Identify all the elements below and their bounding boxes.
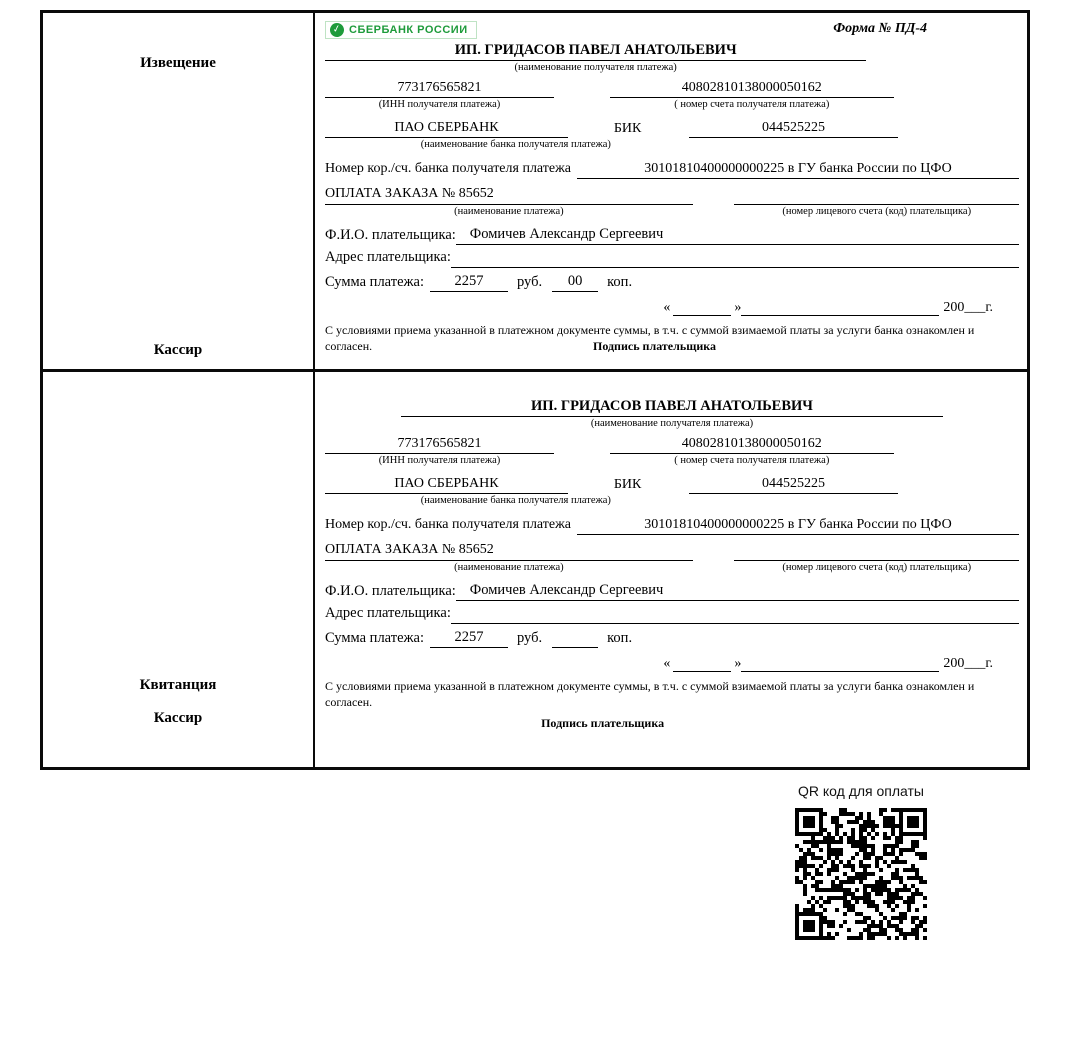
- payment-captions: [325, 205, 1019, 219]
- inn-account-captions: [325, 98, 1019, 112]
- date-row: [325, 300, 993, 316]
- payer-value: Фомичев Александр Сергеевич: [456, 581, 1019, 602]
- payer-name-row: [325, 225, 1019, 246]
- sberbank-check-icon: ✓: [329, 22, 346, 39]
- date-month-blank: [741, 300, 939, 316]
- address-label: Адрес плательщика:: [325, 249, 451, 266]
- receipt-label: Квитанция: [139, 677, 217, 693]
- inn-value: 773176565821: [325, 435, 554, 454]
- rub-label: руб.: [517, 629, 543, 646]
- inn-account-row: [325, 79, 1019, 98]
- bik-label: БИК: [613, 120, 642, 136]
- payer-address-row: [325, 248, 1019, 268]
- payment-caption: (наименование платежа): [454, 562, 564, 574]
- receipt-form: [315, 372, 1027, 767]
- qr-caption: QR код для оплаты: [797, 783, 924, 799]
- year-label: 200___г.: [943, 300, 993, 316]
- payer-label: Ф.И.О. плательщика:: [325, 582, 456, 599]
- address-value-blank: [451, 249, 1019, 268]
- year-label: 200___г.: [943, 656, 993, 672]
- inn-value: 773176565821: [325, 79, 554, 98]
- personal-account-caption: (номер лицевого счета (код) плательщика): [782, 206, 972, 218]
- account-caption: ( номер счета получателя платежа): [674, 99, 830, 111]
- qr-section: [786, 783, 936, 940]
- agreement-block: [325, 679, 1019, 710]
- bik-label: БИК: [613, 476, 642, 492]
- notice-header-row: [325, 21, 1019, 41]
- agreement-text: С условиями приема указанной в платежном документе суммы, в т.ч. с суммой взимаемой платы за услуги банка ознакомлен и согласен.: [325, 679, 975, 709]
- receipt-stub: [43, 372, 315, 767]
- payment-purpose-row: [325, 540, 1019, 561]
- amount-kop-value: 00: [552, 272, 598, 293]
- cashier-label: Кассир: [153, 710, 203, 726]
- spacer: [554, 98, 610, 112]
- payer-name-row: [325, 581, 1019, 602]
- quote-open: «: [663, 656, 671, 672]
- corr-label: Номер кор./сч. банка получателя платежа: [325, 161, 571, 177]
- inn-account-captions: [325, 454, 1019, 468]
- corr-value: 30101810400000000225 в ГУ банка России по ЦФО: [577, 516, 1019, 535]
- account-caption: ( номер счета получателя платежа): [674, 455, 830, 467]
- date-row: [325, 656, 993, 672]
- recipient-caption: (наименование получателя платежа): [514, 62, 677, 73]
- recipient-name: ИП. ГРИДАСОВ ПАВЕЛ АНАТОЛЬЕВИЧ: [325, 42, 866, 61]
- address-label: Адрес плательщика:: [325, 605, 451, 622]
- address-value-blank: [451, 605, 1019, 624]
- notice-stub: [43, 13, 315, 369]
- payer-address-row: [325, 604, 1019, 624]
- spacer: [554, 435, 610, 454]
- agreement-text: С условиями приема указанной в платежном документе суммы, в т.ч. с суммой взимаемой платы за услуги банка ознакомлен и согласен.: [325, 323, 975, 353]
- spacer: [554, 454, 610, 468]
- personal-account-blank: [734, 541, 1019, 561]
- bank-name: ПАО СБЕРБАНК: [325, 475, 568, 494]
- sberbank-logo: [325, 21, 477, 39]
- personal-account-blank: [734, 185, 1019, 205]
- spacer: [693, 561, 735, 575]
- amount-kop-blank: [552, 630, 598, 648]
- sberbank-logo-text: СБЕРБАНК РОССИИ: [349, 24, 468, 36]
- kop-label: коп.: [607, 273, 633, 290]
- amount-rub-value: 2257: [430, 272, 508, 293]
- account-value: 40802810138000050162: [610, 79, 895, 98]
- bank-row: [325, 475, 1019, 494]
- notice-form: [315, 13, 1027, 369]
- payment-caption: (наименование платежа): [454, 206, 564, 218]
- bik-value: 044525225: [689, 119, 897, 138]
- amount-row: [325, 272, 1019, 293]
- agreement-block: [325, 323, 1019, 354]
- date-day-blank: [673, 656, 731, 672]
- kop-label: коп.: [607, 629, 633, 646]
- payer-value: Фомичев Александр Сергеевич: [456, 225, 1019, 246]
- form-number-label: Форма № ПД-4: [833, 21, 927, 36]
- inn-caption: (ИНН получателя платежа): [378, 455, 501, 467]
- personal-account-caption: (номер лицевого счета (код) плательщика): [782, 562, 972, 574]
- spacer: [554, 79, 610, 98]
- quote-close: »: [734, 656, 742, 672]
- date-day-blank: [673, 300, 731, 316]
- inn-account-row: [325, 435, 1019, 454]
- amount-rub-value: 2257: [430, 628, 508, 649]
- account-value: 40802810138000050162: [610, 435, 895, 454]
- notice-section: [43, 13, 1027, 369]
- payment-purpose: ОПЛАТА ЗАКАЗА № 85652: [325, 540, 693, 561]
- payment-purpose-row: [325, 184, 1019, 205]
- quote-open: «: [663, 300, 671, 316]
- amount-row: [325, 628, 1019, 649]
- bik-value: 044525225: [689, 475, 897, 494]
- corr-account-row: [325, 160, 1019, 179]
- recipient-name: ИП. ГРИДАСОВ ПАВЕЛ АНАТОЛЬЕВИЧ: [401, 398, 942, 417]
- bank-caption: (наименование банка получателя платежа): [420, 494, 611, 506]
- spacer: [693, 205, 735, 219]
- corr-account-row: [325, 516, 1019, 535]
- receipt-section: [43, 369, 1027, 767]
- inn-caption: (ИНН получателя платежа): [378, 99, 501, 111]
- rub-label: руб.: [517, 273, 543, 290]
- quote-close: »: [734, 300, 742, 316]
- signature-label: Подпись плательщика: [593, 338, 716, 353]
- pd4-form: [40, 10, 1030, 770]
- payment-captions: [325, 561, 1019, 575]
- bank-caption: (наименование банка получателя платежа): [420, 138, 611, 150]
- bank-row: [325, 119, 1019, 138]
- payer-label: Ф.И.О. плательщика:: [325, 226, 456, 243]
- qr-code: [795, 808, 927, 940]
- recipient-caption: (наименование получателя платежа): [590, 418, 754, 429]
- payment-purpose: ОПЛАТА ЗАКАЗА № 85652: [325, 184, 693, 205]
- cashier-label: Кассир: [153, 342, 203, 358]
- corr-value: 30101810400000000225 в ГУ банка России по ЦФО: [577, 160, 1019, 179]
- amount-label: Сумма платежа:: [325, 273, 424, 290]
- notice-label: Извещение: [140, 55, 216, 71]
- date-month-blank: [741, 656, 939, 672]
- amount-label: Сумма платежа:: [325, 629, 424, 646]
- corr-label: Номер кор./сч. банка получателя платежа: [325, 517, 571, 533]
- bank-name: ПАО СБЕРБАНК: [325, 119, 568, 138]
- signature-label: Подпись плательщика: [541, 716, 665, 731]
